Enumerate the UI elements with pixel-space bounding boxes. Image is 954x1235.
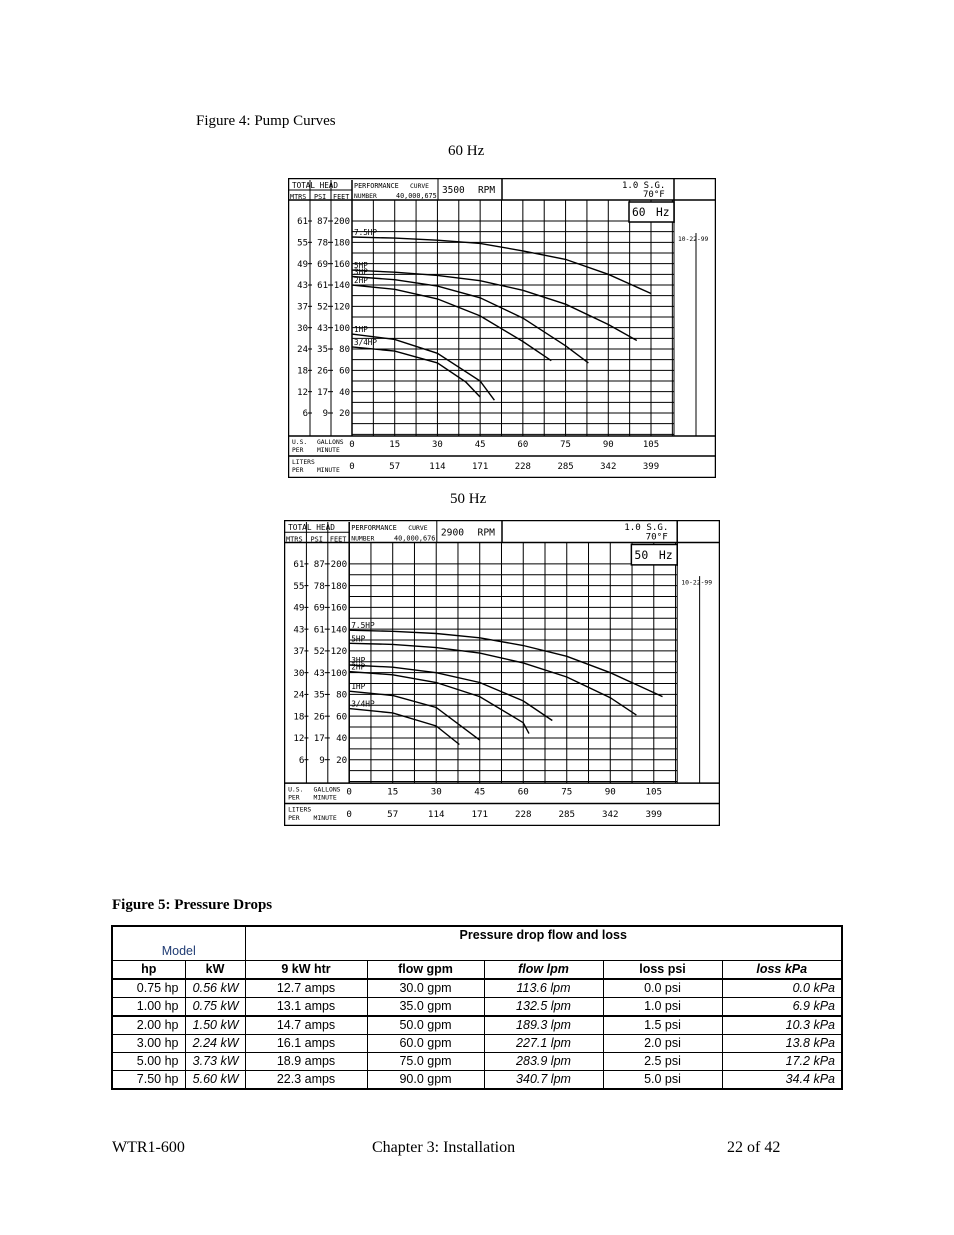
y-tick-feet: 100 xyxy=(333,323,350,334)
cell-kw: 1.50 kW xyxy=(185,1016,245,1035)
hz-unit: Hz xyxy=(656,206,670,219)
table-row xyxy=(112,1035,842,1053)
cell-loss-kpa: 34.4 kPa xyxy=(722,1071,842,1090)
y-tick-mtrs: 43 xyxy=(297,281,308,292)
y-tick-feet: 200 xyxy=(330,559,348,571)
performance-label: PERFORMANCE xyxy=(354,182,399,190)
pump-curve-34hp xyxy=(349,709,459,745)
rpm-unit: RPM xyxy=(478,185,496,196)
gpm-label-gallons: GALLONS xyxy=(313,785,341,794)
x-tick-lpm: 342 xyxy=(600,462,617,472)
x-tick-lpm: 399 xyxy=(645,808,663,820)
y-tick-mtrs: 55 xyxy=(293,580,305,592)
gpm-label-us: U.S. xyxy=(288,785,304,794)
revision-date: 10-22-99 xyxy=(678,236,709,243)
gpm-label-per: PER xyxy=(288,793,300,802)
x-tick-lpm: 114 xyxy=(427,808,445,820)
curve-number: 40,000,676 xyxy=(394,534,436,543)
curve-label: 5HP xyxy=(354,261,368,271)
lpm-label-liters: LITERS xyxy=(292,459,315,466)
y-tick-mtrs: 61 xyxy=(297,217,308,228)
table-row xyxy=(112,1016,842,1035)
cell-loss-psi: 0.0 psi xyxy=(603,979,722,998)
x-tick-gpm: 30 xyxy=(432,440,443,450)
cell-flow-lpm: 283.9 lpm xyxy=(484,1053,603,1071)
y-tick-feet: 20 xyxy=(339,409,350,420)
pump-curve-chart-60hz xyxy=(288,178,716,483)
cell-kw: 0.75 kW xyxy=(185,998,245,1017)
x-tick-lpm: 0 xyxy=(346,808,352,820)
x-tick-lpm: 171 xyxy=(471,808,489,820)
y-tick-psi: 52 xyxy=(313,646,325,658)
lpm-label-minute: MINUTE xyxy=(317,467,340,474)
cell-flow-gpm: 90.0 gpm xyxy=(367,1071,484,1090)
x-tick-gpm: 75 xyxy=(560,440,571,450)
hz-value: 50 xyxy=(634,547,649,562)
feet-label: FEET xyxy=(333,193,350,201)
cell-htr: 22.3 amps xyxy=(245,1071,367,1090)
gpm-label-us: U.S. xyxy=(292,439,308,446)
y-tick-feet: 180 xyxy=(330,580,348,592)
cell-kw: 5.60 kW xyxy=(185,1071,245,1090)
cell-htr: 16.1 amps xyxy=(245,1035,367,1053)
x-tick-lpm: 57 xyxy=(387,808,399,820)
y-tick-psi: 35 xyxy=(317,345,328,356)
y-tick-psi: 17 xyxy=(313,733,325,745)
y-tick-mtrs: 18 xyxy=(293,711,305,723)
cell-loss-kpa: 13.8 kPa xyxy=(722,1035,842,1053)
label-60hz: 60 Hz xyxy=(448,143,485,159)
specific-gravity: 1.0 S.G. xyxy=(622,181,666,191)
y-tick-psi: 35 xyxy=(313,689,325,701)
y-tick-feet: 120 xyxy=(333,302,350,313)
lpm-label-per: PER xyxy=(292,467,304,474)
number-label: NUMBER xyxy=(354,193,377,200)
model-header: Model xyxy=(112,926,245,961)
curve-label: 3HP xyxy=(354,267,368,277)
cell-flow-lpm: 189.3 lpm xyxy=(484,1016,603,1035)
cell-flow-lpm: 340.7 lpm xyxy=(484,1071,603,1090)
curve-label: 3/4HP xyxy=(351,699,375,709)
curve-label: 3/4HP xyxy=(354,337,378,347)
y-tick-psi: 17 xyxy=(317,387,328,398)
curve-label: 7.5HP xyxy=(354,228,378,237)
y-tick-mtrs: 24 xyxy=(297,345,308,356)
table-row xyxy=(112,998,842,1017)
figure4-caption: Figure 4: Pump Curves xyxy=(196,113,336,129)
cell-loss-kpa: 6.9 kPa xyxy=(722,998,842,1017)
curve-label: CURVE xyxy=(408,524,428,533)
mtrs-label: MTRS xyxy=(286,535,303,544)
cell-loss-kpa: 0.0 kPa xyxy=(722,979,842,998)
figure5-caption: Figure 5: Pressure Drops xyxy=(112,897,273,913)
table-header-row xyxy=(112,961,842,980)
cell-hp: 3.00 hp xyxy=(112,1035,185,1053)
y-tick-psi: 69 xyxy=(317,259,328,270)
cell-hp: 0.75 hp xyxy=(112,979,185,998)
cell-hp: 5.00 hp xyxy=(112,1053,185,1071)
y-tick-feet: 200 xyxy=(333,217,350,228)
x-tick-gpm: 105 xyxy=(642,440,660,450)
table-row xyxy=(112,1053,842,1071)
col-flow-gpm: flow gpm xyxy=(367,961,484,980)
col-hp: hp xyxy=(112,961,185,980)
curve-label: 2HP xyxy=(351,662,366,672)
y-tick-psi: 78 xyxy=(317,238,328,249)
col-loss-psi: loss psi xyxy=(603,961,722,980)
temperature: 70°F xyxy=(643,190,665,200)
y-tick-mtrs: 37 xyxy=(297,302,308,313)
hz-unit: Hz xyxy=(658,547,673,562)
label-50hz: 50 Hz xyxy=(450,491,487,507)
cell-flow-gpm: 60.0 gpm xyxy=(367,1035,484,1053)
x-tick-lpm: 285 xyxy=(557,462,574,472)
cell-hp: 7.50 hp xyxy=(112,1071,185,1090)
footer-chapter: Chapter 3: Installation xyxy=(372,1139,516,1156)
y-tick-feet: 160 xyxy=(330,602,348,614)
y-tick-feet: 100 xyxy=(330,667,348,679)
feet-label: FEET xyxy=(329,535,347,544)
x-tick-gpm: 60 xyxy=(517,786,529,798)
y-tick-feet: 80 xyxy=(336,689,348,701)
x-tick-gpm: 15 xyxy=(387,786,399,798)
rpm-unit: RPM xyxy=(477,527,495,539)
cell-flow-lpm: 113.6 lpm xyxy=(484,979,603,998)
revision-date: 10-22-99 xyxy=(681,578,713,587)
curve-label: 5HP xyxy=(351,634,366,644)
rpm-value: 2900 xyxy=(440,527,465,539)
specific-gravity: 1.0 S.G. xyxy=(624,522,669,534)
y-tick-psi: 87 xyxy=(313,559,325,571)
x-tick-lpm: 0 xyxy=(349,462,355,472)
y-tick-feet: 120 xyxy=(330,646,348,658)
x-tick-lpm: 171 xyxy=(472,462,489,472)
x-tick-gpm: 0 xyxy=(349,440,355,450)
y-tick-psi: 9 xyxy=(319,754,325,766)
y-tick-mtrs: 18 xyxy=(297,366,308,377)
lpm-label-per: PER xyxy=(288,813,300,822)
pump-curve-chart-50hz xyxy=(284,520,720,831)
curve-number: 40,000,675 xyxy=(396,192,437,200)
table-row xyxy=(112,1071,842,1090)
pump-curve-svg-60hz xyxy=(288,178,716,478)
cell-flow-gpm: 35.0 gpm xyxy=(367,998,484,1017)
x-tick-gpm: 45 xyxy=(474,440,486,450)
cell-htr: 14.7 amps xyxy=(245,1016,367,1035)
x-tick-lpm: 57 xyxy=(389,462,401,472)
pump-curve-svg-50hz xyxy=(284,520,720,826)
y-tick-mtrs: 30 xyxy=(297,323,308,334)
cell-flow-gpm: 75.0 gpm xyxy=(367,1053,484,1071)
y-tick-feet: 80 xyxy=(339,345,350,356)
y-tick-feet: 60 xyxy=(339,366,350,377)
gpm-label-minute: MINUTE xyxy=(317,447,340,454)
curve-label: 2HP xyxy=(354,276,368,285)
hz-value: 60 xyxy=(632,206,646,219)
gpm-label-per: PER xyxy=(292,447,304,454)
total-head-label: TOTAL HEAD xyxy=(292,181,339,190)
curve-label: 7.5HP xyxy=(351,621,375,631)
x-tick-gpm: 15 xyxy=(389,440,401,450)
cell-htr: 13.1 amps xyxy=(245,998,367,1017)
cell-loss-kpa: 10.3 kPa xyxy=(722,1016,842,1035)
x-tick-gpm: 105 xyxy=(645,786,663,798)
lpm-label-minute: MINUTE xyxy=(313,813,337,822)
y-tick-feet: 140 xyxy=(333,281,350,292)
y-tick-psi: 61 xyxy=(313,624,325,636)
gpm-label-gallons: GALLONS xyxy=(317,439,344,446)
pressure-drop-table xyxy=(111,925,843,1090)
y-tick-mtrs: 12 xyxy=(297,387,308,398)
y-tick-mtrs: 6 xyxy=(302,409,308,420)
cell-loss-kpa: 17.2 kPa xyxy=(722,1053,842,1071)
y-tick-mtrs: 6 xyxy=(298,754,305,766)
y-tick-feet: 40 xyxy=(336,733,348,745)
cell-hp: 1.00 hp xyxy=(112,998,185,1017)
col-loss-kpa: loss kPa xyxy=(722,961,842,980)
cell-flow-gpm: 50.0 gpm xyxy=(367,1016,484,1035)
y-tick-psi: 9 xyxy=(322,409,328,420)
footer-doc-id: WTR1-600 xyxy=(112,1139,185,1156)
y-tick-mtrs: 61 xyxy=(293,559,305,571)
curve-label: 1HP xyxy=(351,682,366,692)
mtrs-label: MTRS xyxy=(290,193,307,201)
y-tick-psi: 69 xyxy=(313,602,325,614)
temperature: 70°F xyxy=(645,531,668,543)
y-tick-mtrs: 24 xyxy=(293,689,305,701)
x-tick-lpm: 228 xyxy=(514,462,531,472)
pump-curve-2hp xyxy=(349,672,529,734)
x-tick-gpm: 45 xyxy=(474,786,486,798)
x-tick-lpm: 399 xyxy=(642,462,660,472)
col-flow-lpm: flow lpm xyxy=(484,961,603,980)
psi-label: PSI xyxy=(314,193,327,201)
cell-kw: 0.56 kW xyxy=(185,979,245,998)
cell-loss-psi: 5.0 psi xyxy=(603,1071,722,1090)
cell-flow-gpm: 30.0 gpm xyxy=(367,979,484,998)
y-tick-psi: 43 xyxy=(317,323,328,334)
cell-hp: 2.00 hp xyxy=(112,1016,185,1035)
y-tick-feet: 160 xyxy=(333,259,350,270)
x-tick-lpm: 228 xyxy=(514,808,532,820)
number-label: NUMBER xyxy=(351,534,375,543)
curve-label: 3HP xyxy=(351,656,366,666)
total-head-label: TOTAL HEAD xyxy=(288,523,336,533)
x-tick-gpm: 90 xyxy=(602,440,614,450)
x-tick-lpm: 114 xyxy=(429,462,446,472)
x-tick-gpm: 0 xyxy=(346,786,352,798)
gpm-label-minute: MINUTE xyxy=(313,793,337,802)
y-tick-mtrs: 30 xyxy=(293,667,305,679)
y-tick-feet: 60 xyxy=(336,711,348,723)
table-row xyxy=(112,979,842,998)
y-tick-feet: 40 xyxy=(339,387,350,398)
cell-loss-psi: 1.5 psi xyxy=(603,1016,722,1035)
lpm-label-liters: LITERS xyxy=(288,805,312,814)
col-htr: 9 kW htr xyxy=(245,961,367,980)
cell-loss-psi: 2.5 psi xyxy=(603,1053,722,1071)
x-tick-lpm: 342 xyxy=(601,808,619,820)
x-tick-gpm: 90 xyxy=(604,786,616,798)
psi-label: PSI xyxy=(310,535,323,544)
y-tick-psi: 78 xyxy=(313,580,325,592)
y-tick-psi: 26 xyxy=(317,366,328,377)
cell-flow-lpm: 132.5 lpm xyxy=(484,998,603,1017)
y-tick-psi: 87 xyxy=(317,217,328,228)
x-tick-gpm: 60 xyxy=(517,440,529,450)
x-tick-gpm: 75 xyxy=(561,786,573,798)
performance-label: PERFORMANCE xyxy=(351,524,397,533)
y-tick-mtrs: 43 xyxy=(293,624,305,636)
cell-loss-psi: 1.0 psi xyxy=(603,998,722,1017)
y-tick-mtrs: 49 xyxy=(297,259,308,270)
y-tick-mtrs: 12 xyxy=(293,733,305,745)
x-tick-lpm: 285 xyxy=(558,808,576,820)
footer-page-number: 22 of 42 xyxy=(727,1139,781,1156)
y-tick-psi: 43 xyxy=(313,667,325,679)
y-tick-feet: 140 xyxy=(330,624,348,636)
rpm-value: 3500 xyxy=(442,185,465,196)
y-tick-feet: 20 xyxy=(336,754,348,766)
cell-kw: 3.73 kW xyxy=(185,1053,245,1071)
y-tick-psi: 52 xyxy=(317,302,328,313)
cell-htr: 18.9 amps xyxy=(245,1053,367,1071)
curve-label: 1HP xyxy=(354,325,368,335)
curve-label: CURVE xyxy=(410,183,429,190)
y-tick-mtrs: 37 xyxy=(293,646,305,658)
y-tick-feet: 180 xyxy=(333,238,350,249)
cell-flow-lpm: 227.1 lpm xyxy=(484,1035,603,1053)
cell-loss-psi: 2.0 psi xyxy=(603,1035,722,1053)
y-tick-mtrs: 55 xyxy=(297,238,308,249)
y-tick-psi: 26 xyxy=(313,711,325,723)
cell-htr: 12.7 amps xyxy=(245,979,367,998)
y-tick-psi: 61 xyxy=(317,281,328,292)
col-kw: kW xyxy=(185,961,245,980)
cell-kw: 2.24 kW xyxy=(185,1035,245,1053)
y-tick-mtrs: 49 xyxy=(293,602,305,614)
x-tick-gpm: 30 xyxy=(430,786,442,798)
pressure-drop-title: Pressure drop flow and loss xyxy=(245,926,842,961)
